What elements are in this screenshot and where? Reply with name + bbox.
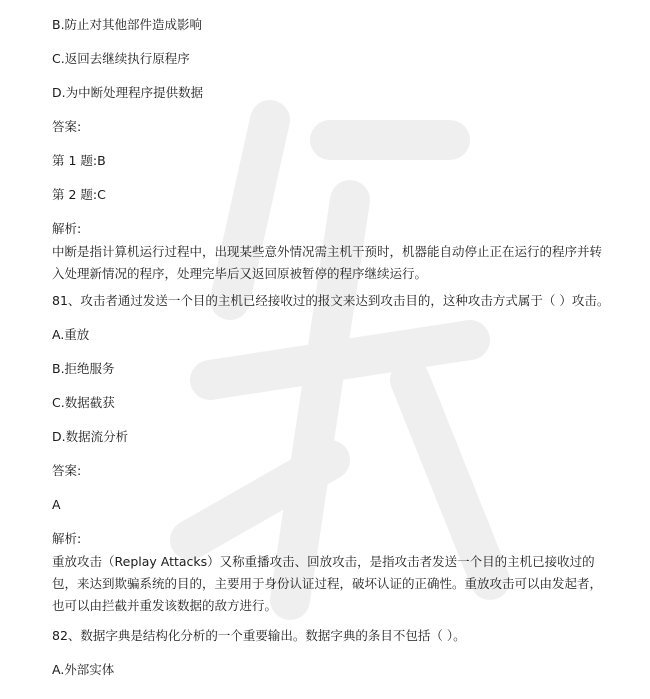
analysis-label: 解析: [52, 221, 82, 236]
analysis-text: 中断是指计算机运行过程中，出现某些意外情况需主机干预时，机器能自动停止正在运行的程序并转入处理新情况的程序，处理完毕后又返回原被暂停的程序继续运行。 [52, 244, 603, 281]
answer-item: 第 1 题:B [52, 153, 106, 168]
question-81: 81、攻击者通过发送一个目的主机已经接收过的报文来达到攻击目的，这种攻击方式属于（ ）攻击。 [52, 293, 610, 308]
answer-item: 第 2 题:C [52, 187, 106, 202]
option-a: A.外部实体 [52, 662, 115, 677]
option-b: B.拒绝服务 [52, 361, 115, 376]
option-d: D.数据流分析 [52, 429, 129, 444]
option-c: C.数据截获 [52, 395, 115, 410]
analysis-text: 重放攻击（Replay Attacks）又称重播攻击、回放攻击，是指攻击者发送一个目的主机已接收过的包，来达到欺骗系统的目的，主要用于身份认证过程，破坏认证的正确性。重放攻击可以由发起者，也可以由拦截并重发该数据的敌方进行。 [52, 554, 603, 613]
answer-label: 答案: [52, 119, 82, 134]
option-c-prev: C.返回去继续执行原程序 [52, 51, 190, 66]
question-82: 82、数据字典是结构化分析的一个重要输出。数据字典的条目不包括（ ）。 [52, 628, 466, 643]
option-a: A.重放 [52, 327, 90, 342]
answer-value: A [52, 497, 61, 512]
answer-label: 答案: [52, 463, 82, 478]
analysis-label: 解析: [52, 531, 82, 546]
option-b-prev: B.防止对其他部件造成影响 [52, 17, 203, 32]
option-d-prev: D.为中断处理程序提供数据 [52, 85, 204, 100]
